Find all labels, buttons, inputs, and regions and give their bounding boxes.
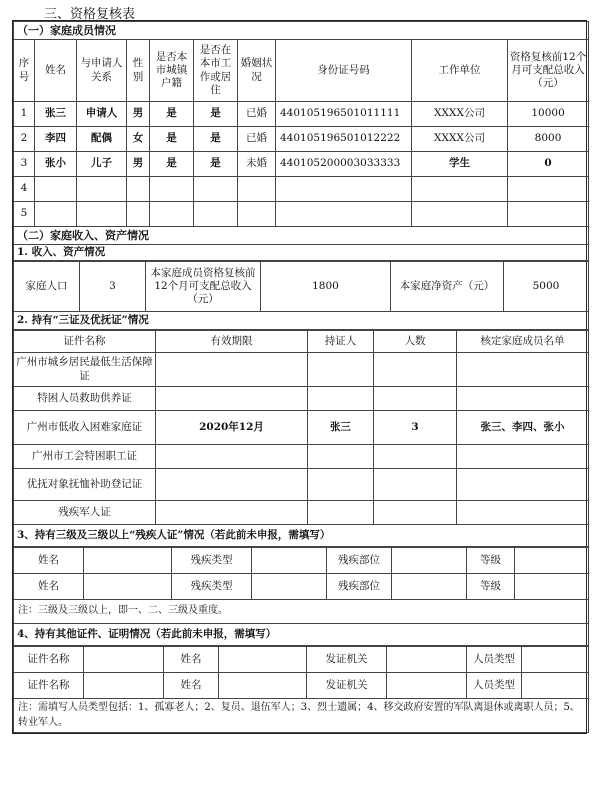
cell-work [412, 177, 508, 202]
cert-count [374, 387, 457, 411]
cert-members: 张三、李四、张小 [457, 411, 589, 445]
cell-marital: 已婚 [238, 127, 276, 152]
col-header-relation: 与申请人关系 [77, 40, 127, 102]
disability-table [13, 547, 589, 646]
cert-members [457, 353, 589, 387]
table-row [14, 127, 589, 152]
cell-hukou: 是 [150, 102, 194, 127]
income-row [14, 262, 589, 312]
cert-holder: 张三 [308, 411, 374, 445]
household-size-label: 家庭人口 [14, 262, 80, 312]
cell-gender: 女 [127, 127, 150, 152]
other-name-label: 姓名 [164, 647, 219, 673]
cert-name: 残疾军人证 [14, 501, 156, 525]
cell-id: 440105196501011111 [276, 102, 412, 127]
cell-id [276, 202, 412, 227]
cell-work: XXXX公司 [412, 102, 508, 127]
table-row [14, 469, 589, 501]
cert-period [156, 501, 308, 525]
table-row [14, 647, 589, 673]
cert-count [374, 353, 457, 387]
cell-income: 10000 [508, 102, 589, 127]
col-header-no: 序号 [14, 40, 35, 102]
col-header-hukou: 是否本市城镇户籍 [150, 40, 194, 102]
cert-holder [308, 469, 374, 501]
col-header-gender: 性别 [127, 40, 150, 102]
household-income-value: 1800 [261, 262, 391, 312]
dis-name-label: 姓名 [14, 574, 84, 600]
table-row [14, 673, 589, 699]
table-row [14, 177, 589, 202]
cert-members [457, 469, 589, 501]
dis-type-value [252, 574, 327, 600]
cert-name: 广州市城乡居民最低生活保障证 [14, 353, 156, 387]
section2-sub4: 4、持有其他证件、证明情况（若此前未申报，需填写） [14, 624, 589, 646]
family-members-table [13, 21, 589, 261]
other-certs-table [13, 646, 589, 733]
dis-level-label: 等级 [467, 548, 515, 574]
cell-name [35, 177, 77, 202]
cell-relation: 儿子 [77, 152, 127, 177]
cert-name: 特困人员救助供养证 [14, 387, 156, 411]
table-row [14, 102, 589, 127]
cell-gender [127, 202, 150, 227]
other-certs-note: 注：需填写人员类型包括：1、孤寡老人；2、复员、退伍军人；3、烈士遗属；4、移交政府安置的军队离退休或离职人员；5、转业军人。 [14, 699, 589, 733]
section1-title: （一）家庭成员情况 [14, 22, 589, 40]
cell-id [276, 177, 412, 202]
dis-part-label: 残疾部位 [327, 548, 392, 574]
other-ptype-label: 人员类型 [467, 647, 522, 673]
cell-hukou: 是 [150, 127, 194, 152]
cell-income: 8000 [508, 127, 589, 152]
form-heading: 三、资格复核表 [44, 7, 136, 22]
family-header-row [14, 40, 589, 102]
cell-reside [194, 202, 238, 227]
certificates-table [13, 330, 589, 547]
cell-no: 2 [14, 127, 35, 152]
cert-count [374, 445, 457, 469]
cert-holder [308, 387, 374, 411]
table-row [14, 574, 589, 600]
section2-title: （二）家庭收入、资产情况 [14, 227, 589, 245]
cell-marital: 未婚 [238, 152, 276, 177]
dis-type-value [252, 548, 327, 574]
other-issuer-value [387, 673, 467, 699]
col-header-income: 资格复核前12个月可支配总收入（元） [508, 40, 589, 102]
cert-holder [308, 501, 374, 525]
cell-reside [194, 177, 238, 202]
cell-id: 440105196501012222 [276, 127, 412, 152]
other-name-value [219, 673, 307, 699]
other-issuer-value [387, 647, 467, 673]
table-row [14, 387, 589, 411]
col-header-reside: 是否在本市工作或居住 [194, 40, 238, 102]
cert-period [156, 353, 308, 387]
cell-relation [77, 177, 127, 202]
cert-count [374, 501, 457, 525]
dis-name-value [84, 548, 172, 574]
household-size-value: 3 [80, 262, 146, 312]
cert-members [457, 387, 589, 411]
other-cert-value [84, 673, 164, 699]
cell-gender [127, 177, 150, 202]
dis-name-value [84, 574, 172, 600]
table-row [14, 548, 589, 574]
cert-name: 广州市低收入困难家庭证 [14, 411, 156, 445]
cell-name: 张小 [35, 152, 77, 177]
cert-members [457, 445, 589, 469]
other-name-value [219, 647, 307, 673]
other-ptype-value [522, 647, 589, 673]
cell-hukou [150, 177, 194, 202]
col-header-name: 姓名 [35, 40, 77, 102]
cell-reside: 是 [194, 102, 238, 127]
dis-level-label: 等级 [467, 574, 515, 600]
form-frame [12, 20, 587, 734]
other-ptype-value [522, 673, 589, 699]
col-header-marital: 婚姻状况 [238, 40, 276, 102]
other-cert-label: 证件名称 [14, 647, 84, 673]
dis-level-value [515, 548, 589, 574]
cert-col-name: 证件名称 [14, 331, 156, 353]
dis-part-label: 残疾部位 [327, 574, 392, 600]
cert-members [457, 501, 589, 525]
cell-reside: 是 [194, 127, 238, 152]
cell-hukou: 是 [150, 152, 194, 177]
cell-work: XXXX公司 [412, 127, 508, 152]
cell-name [35, 202, 77, 227]
net-assets-value: 5000 [504, 262, 589, 312]
cell-marital: 已婚 [238, 102, 276, 127]
cell-income [508, 177, 589, 202]
cell-hukou [150, 202, 194, 227]
table-row [14, 152, 589, 177]
cell-relation [77, 202, 127, 227]
income-assets-table [13, 261, 589, 330]
cert-col-holder: 持证人 [308, 331, 374, 353]
cell-name: 李四 [35, 127, 77, 152]
cert-period [156, 469, 308, 501]
cert-holder [308, 445, 374, 469]
dis-part-value [392, 548, 467, 574]
cert-name: 广州市工会特困职工证 [14, 445, 156, 469]
dis-type-label: 残疾类型 [172, 574, 252, 600]
cell-relation: 配偶 [77, 127, 127, 152]
cert-col-period: 有效期限 [156, 331, 308, 353]
table-row [14, 501, 589, 525]
dis-level-value [515, 574, 589, 600]
cell-reside: 是 [194, 152, 238, 177]
cell-gender: 男 [127, 102, 150, 127]
col-header-id: 身份证号码 [276, 40, 412, 102]
cert-holder [308, 353, 374, 387]
net-assets-label: 本家庭净资产（元） [391, 262, 504, 312]
cell-gender: 男 [127, 152, 150, 177]
cert-col-members: 核定家庭成员名单 [457, 331, 589, 353]
dis-type-label: 残疾类型 [172, 548, 252, 574]
dis-part-value [392, 574, 467, 600]
cell-no: 4 [14, 177, 35, 202]
cert-count: 3 [374, 411, 457, 445]
cert-name: 优抚对象抚恤补助登记证 [14, 469, 156, 501]
cell-relation: 申请人 [77, 102, 127, 127]
section2-sub2: 2. 持有“三证及优抚证”情况 [14, 312, 589, 330]
other-cert-label: 证件名称 [14, 673, 84, 699]
cert-header-row [14, 331, 589, 353]
disability-note: 注：三级及三级以上，即一、二、三级及重度。 [14, 600, 589, 624]
other-issuer-label: 发证机关 [307, 673, 387, 699]
cell-id: 440105200003033333 [276, 152, 412, 177]
table-row [14, 445, 589, 469]
cell-income [508, 202, 589, 227]
col-header-work: 工作单位 [412, 40, 508, 102]
cert-period [156, 445, 308, 469]
table-row [14, 202, 589, 227]
other-name-label: 姓名 [164, 673, 219, 699]
cell-work [412, 202, 508, 227]
cell-no: 3 [14, 152, 35, 177]
cell-marital [238, 202, 276, 227]
cell-no: 5 [14, 202, 35, 227]
cell-work: 学生 [412, 152, 508, 177]
other-issuer-label: 发证机关 [307, 647, 387, 673]
section2-sub1: 1. 收入、资产情况 [14, 245, 589, 261]
cell-name: 张三 [35, 102, 77, 127]
cert-col-count: 人数 [374, 331, 457, 353]
other-ptype-label: 人员类型 [467, 673, 522, 699]
other-cert-value [84, 647, 164, 673]
cert-period: 2020年12月 [156, 411, 308, 445]
section2-sub3: 3、持有三级及三级以上“残疾人证”情况（若此前未申报，需填写） [14, 525, 589, 547]
cell-income: 0 [508, 152, 589, 177]
household-income-label: 本家庭成员资格复核前12个月可支配总收入（元） [146, 262, 261, 312]
cert-count [374, 469, 457, 501]
cell-no: 1 [14, 102, 35, 127]
table-row [14, 353, 589, 387]
cell-marital [238, 177, 276, 202]
dis-name-label: 姓名 [14, 548, 84, 574]
table-row [14, 411, 589, 445]
cert-period [156, 387, 308, 411]
